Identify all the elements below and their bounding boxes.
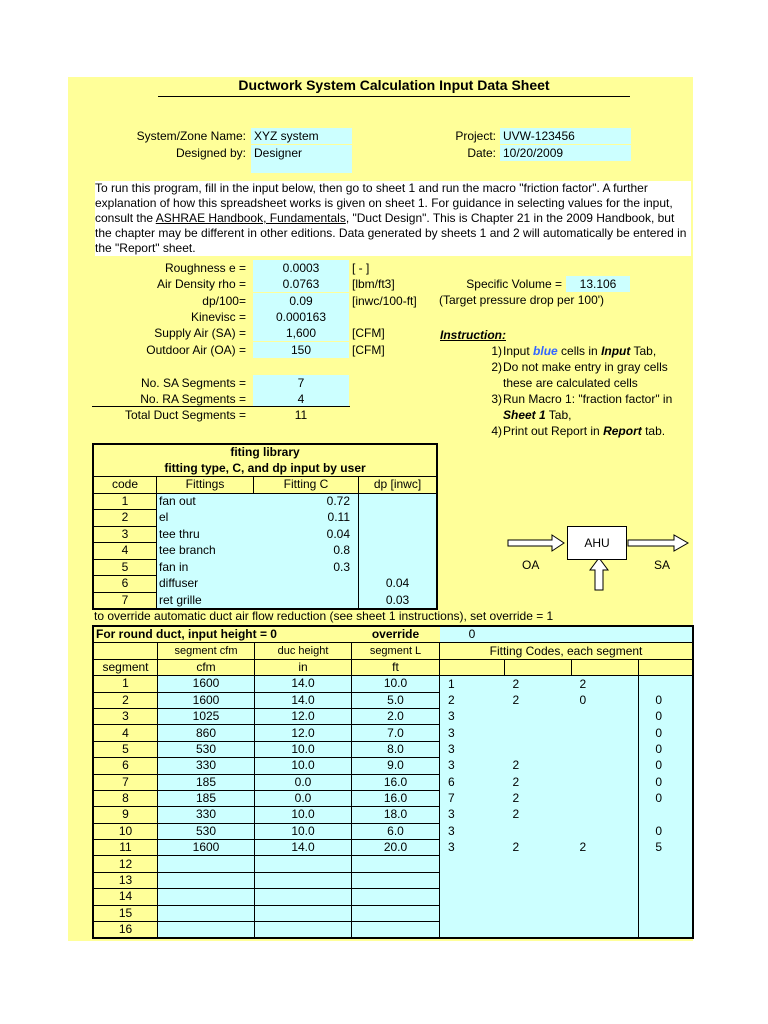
param-value[interactable]: 150 <box>253 342 349 358</box>
seg-fit-4[interactable]: 0 <box>639 708 694 724</box>
seg-fit-1[interactable]: 3 <box>440 823 505 839</box>
seg-fit-1[interactable] <box>440 856 505 872</box>
seg-length[interactable]: 2.0 <box>352 708 440 724</box>
seg-fit-2[interactable]: 2 <box>505 790 572 806</box>
seg-cfm[interactable]: 185 <box>158 790 255 806</box>
seg-number: 12 <box>93 856 158 872</box>
summary-value: 11 <box>294 408 308 422</box>
library-dp[interactable] <box>359 526 438 543</box>
table-row <box>93 708 693 724</box>
seg-fit-2[interactable] <box>505 889 572 905</box>
instruction-step-4: 4) Print out Report in Report tab. <box>491 424 666 438</box>
seg-fit-2[interactable] <box>505 872 572 888</box>
seg-fit-3[interactable] <box>572 807 639 823</box>
library-header-dp: dp [inwc] <box>359 477 438 494</box>
library-dp[interactable]: 0.04 <box>359 576 438 593</box>
segment-table-top-row <box>93 626 693 643</box>
seg-fit-4[interactable]: 0 <box>639 758 694 774</box>
seg-length[interactable]: 16.0 <box>352 790 440 806</box>
summary-value[interactable]: 7 <box>253 375 349 391</box>
seg-cfm[interactable]: 330 <box>158 758 255 774</box>
seg-cfm[interactable]: 185 <box>158 774 255 790</box>
seg-h2-cfm: cfm <box>158 659 255 675</box>
date-label: Date: <box>467 146 496 160</box>
seg-fit-4[interactable]: 0 <box>639 823 694 839</box>
param-value[interactable]: 1,600 <box>253 325 349 341</box>
seg-fit-3[interactable]: 2 <box>572 840 639 856</box>
seg-cfm[interactable]: 860 <box>158 725 255 741</box>
seg-fit-2[interactable] <box>505 905 572 921</box>
seg-number: 3 <box>93 708 158 724</box>
param-label: Kinevisc = <box>190 309 246 324</box>
library-header-fittings: Fittings <box>157 477 254 494</box>
seg-length[interactable] <box>352 905 440 921</box>
param-unit: [ - ] <box>352 261 370 275</box>
seg-fit-4[interactable] <box>639 676 694 692</box>
seg-fit-3[interactable]: 0 <box>572 692 639 708</box>
seg-number: 16 <box>93 922 158 939</box>
seg-cfm[interactable]: 1600 <box>158 676 255 692</box>
table-row <box>93 692 693 708</box>
param-label: Air Density rho = <box>156 277 246 292</box>
library-dp[interactable] <box>359 559 438 576</box>
library-c[interactable]: 0.8 <box>254 543 359 560</box>
seg-fit-4[interactable] <box>639 807 694 823</box>
library-code: 4 <box>93 543 157 560</box>
param-label: Supply Air (SA) = <box>154 326 246 341</box>
project-label: Project: <box>455 129 496 143</box>
seg-fit-3[interactable] <box>572 823 639 839</box>
seg-fit-4[interactable]: 0 <box>639 725 694 741</box>
seg-fit-3[interactable] <box>572 774 639 790</box>
seg-height[interactable]: 10.0 <box>255 741 352 757</box>
library-c[interactable]: 0.3 <box>254 559 359 576</box>
seg-fit-3[interactable] <box>572 872 639 888</box>
table-row <box>93 922 693 939</box>
seg-fit-1[interactable] <box>440 889 505 905</box>
param-label: Roughness e = <box>164 261 246 275</box>
instruction-step-2: 2) Do not make entry in gray cells <box>491 360 668 374</box>
seg-height[interactable] <box>255 889 352 905</box>
seg-height[interactable] <box>255 856 352 872</box>
seg-fit-1[interactable]: 3 <box>440 758 505 774</box>
seg-fit-2[interactable]: 2 <box>505 774 572 790</box>
seg-fit-4[interactable] <box>639 856 694 872</box>
library-fitting[interactable]: diffuser <box>157 576 254 593</box>
library-row <box>93 592 437 609</box>
seg-fit-2[interactable]: 2 <box>505 840 572 856</box>
library-row <box>93 493 437 510</box>
summary-label: No. RA Segments = <box>140 392 246 406</box>
seg-height[interactable]: 14.0 <box>255 840 352 856</box>
library-code: 3 <box>93 526 157 543</box>
seg-length[interactable]: 7.0 <box>352 725 440 741</box>
summary-divider <box>92 406 350 407</box>
seg-h1-fitting-codes: Fitting Codes, each segment <box>440 643 694 659</box>
library-title: fiting library <box>93 444 437 461</box>
seg-fit-2[interactable] <box>505 708 572 724</box>
seg-length[interactable] <box>352 856 440 872</box>
seg-fit-1[interactable]: 3 <box>440 708 505 724</box>
date-input[interactable]: 10/20/2009 <box>500 145 631 161</box>
library-c[interactable] <box>254 576 359 593</box>
table-row <box>93 840 693 856</box>
seg-number: 9 <box>93 807 158 823</box>
library-row <box>93 510 437 527</box>
param-unit: [inwc/100-ft] <box>352 293 417 308</box>
system-label: System/Zone Name: <box>136 129 246 143</box>
page-title: Ductwork System Calculation Input Data Sheet <box>238 77 550 93</box>
seg-fit-4[interactable]: 0 <box>639 741 694 757</box>
instruction-step-3-cont: Sheet 1 Tab, <box>503 408 572 422</box>
seg-height[interactable]: 14.0 <box>255 676 352 692</box>
seg-fit-4[interactable]: 0 <box>639 790 694 806</box>
seg-fit-3[interactable] <box>572 790 639 806</box>
seg-fit-3[interactable] <box>572 856 639 872</box>
fitting-library-table <box>92 443 438 610</box>
table-row <box>93 725 693 741</box>
title-underline <box>158 96 630 97</box>
seg-fit-2[interactable]: 2 <box>505 758 572 774</box>
seg-cfm[interactable] <box>158 922 255 939</box>
seg-fit-4[interactable]: 0 <box>639 774 694 790</box>
seg-cfm[interactable] <box>158 905 255 921</box>
seg-length[interactable]: 8.0 <box>352 741 440 757</box>
seg-fit-4[interactable] <box>639 905 694 921</box>
seg-length[interactable]: 5.0 <box>352 692 440 708</box>
library-fitting[interactable]: fan in <box>157 559 254 576</box>
seg-h2-in: in <box>255 659 352 675</box>
sa-arrow-icon <box>628 535 688 551</box>
seg-number: 14 <box>93 889 158 905</box>
param-value[interactable]: 0.09 <box>253 293 349 309</box>
specific-volume-value: 13.106 <box>566 276 630 292</box>
seg-cfm[interactable]: 530 <box>158 741 255 757</box>
param-label: dp/100= <box>202 293 246 308</box>
library-code: 7 <box>93 592 157 609</box>
library-header-c: Fitting C <box>254 477 359 494</box>
library-fitting[interactable]: el <box>157 510 254 527</box>
library-dp[interactable] <box>359 543 438 560</box>
seg-fit-4[interactable]: 0 <box>639 692 694 708</box>
seg-fit-2[interactable]: 2 <box>505 692 572 708</box>
table-row <box>93 790 693 806</box>
table-row <box>93 872 693 888</box>
instruction-heading: Instruction: <box>440 328 506 342</box>
library-c[interactable]: 0.11 <box>254 510 359 527</box>
seg-height[interactable] <box>255 905 352 921</box>
seg-fit-1[interactable]: 3 <box>440 725 505 741</box>
table-row <box>93 823 693 839</box>
table-row <box>93 741 693 757</box>
seg-number: 7 <box>93 774 158 790</box>
seg-number: 5 <box>93 741 158 757</box>
seg-fit-3[interactable] <box>572 758 639 774</box>
oa-arrow-icon <box>508 535 564 551</box>
seg-fit-3[interactable] <box>572 905 639 921</box>
override-input[interactable]: 0 <box>440 626 505 643</box>
seg-number: 8 <box>93 790 158 806</box>
seg-h1-cfm: segment cfm <box>158 643 255 659</box>
intro-paragraph: To run this program, fill in the input below, then go to sheet 1 and run the macro "friction factor". A further explanation of how this spreadsheet works is given on sheet 1. For guidance in selecting values for the input, consult the ASHRAE Handbook, Fundamentals, "Duct Design". This is Chapter 21 in the 2009 Handbook, but the chapter may be different in other editions. Data generated by sheets 1 and 2 will automatically be entered in the "Report" sheet. <box>95 181 691 256</box>
seg-number: 1 <box>93 676 158 692</box>
seg-fit-1[interactable] <box>440 905 505 921</box>
seg-cfm[interactable] <box>158 856 255 872</box>
seg-length[interactable]: 18.0 <box>352 807 440 823</box>
table-row <box>93 889 693 905</box>
seg-number: 11 <box>93 840 158 856</box>
library-fitting[interactable]: tee thru <box>157 526 254 543</box>
seg-fit-2[interactable] <box>505 741 572 757</box>
table-row <box>93 774 693 790</box>
library-code: 6 <box>93 576 157 593</box>
system-input[interactable]: XYZ system <box>251 128 352 144</box>
table-row <box>93 807 693 823</box>
seg-number: 6 <box>93 758 158 774</box>
param-value[interactable]: 0.000163 <box>253 309 349 325</box>
seg-fit-1[interactable]: 1 <box>440 676 505 692</box>
param-unit: [lbm/ft3] <box>352 277 395 292</box>
seg-height[interactable]: 0.0 <box>255 774 352 790</box>
seg-length[interactable]: 20.0 <box>352 840 440 856</box>
seg-height[interactable]: 12.0 <box>255 725 352 741</box>
seg-fit-2[interactable] <box>505 823 572 839</box>
seg-fit-3[interactable] <box>572 741 639 757</box>
param-value[interactable]: 0.0763 <box>253 276 349 292</box>
library-fitting[interactable]: tee branch <box>157 543 254 560</box>
seg-number: 13 <box>93 872 158 888</box>
seg-fit-1[interactable]: 7 <box>440 790 505 806</box>
seg-height[interactable] <box>255 872 352 888</box>
library-fitting[interactable]: ret grille <box>157 592 254 609</box>
override-label: override <box>371 627 420 642</box>
seg-fit-1[interactable] <box>440 922 505 939</box>
seg-fit-1[interactable]: 6 <box>440 774 505 790</box>
library-header-code: code <box>93 477 157 494</box>
handbook-reference: ASHRAE Handbook, Fundamentals <box>155 211 346 225</box>
seg-cfm[interactable]: 330 <box>158 807 255 823</box>
seg-length[interactable] <box>352 872 440 888</box>
seg-number: 15 <box>93 905 158 921</box>
seg-h2-ft: ft <box>352 659 440 675</box>
seg-fit-3[interactable] <box>572 922 639 939</box>
seg-fit-3[interactable]: 2 <box>572 676 639 692</box>
library-dp[interactable] <box>359 510 438 527</box>
project-input[interactable]: UVW-123456 <box>500 128 631 144</box>
instruction-step-2-cont: these are calculated cells <box>503 376 638 390</box>
summary-label: No. SA Segments = <box>140 376 246 390</box>
seg-fit-2[interactable]: 2 <box>505 807 572 823</box>
override-blank <box>505 626 694 643</box>
seg-fit-2[interactable] <box>505 856 572 872</box>
library-dp[interactable]: 0.03 <box>359 592 438 609</box>
table-row <box>93 856 693 872</box>
segment-table-header-2 <box>93 659 693 675</box>
seg-length[interactable]: 16.0 <box>352 774 440 790</box>
param-unit: [CFM] <box>352 326 385 341</box>
seg-fit-2[interactable]: 2 <box>505 676 572 692</box>
seg-number: 2 <box>93 692 158 708</box>
param-value[interactable]: 0.0003 <box>253 260 349 276</box>
sa-label: SA <box>654 558 671 572</box>
seg-length[interactable]: 9.0 <box>352 758 440 774</box>
library-code: 5 <box>93 559 157 576</box>
seg-h1-length: segment L <box>352 643 440 659</box>
seg-number: 10 <box>93 823 158 839</box>
seg-cfm[interactable] <box>158 872 255 888</box>
oa-label: OA <box>522 558 540 572</box>
seg-fit-1[interactable]: 3 <box>440 741 505 757</box>
seg-fit-1[interactable]: 3 <box>440 840 505 856</box>
target-pressure-note: (Target pressure drop per 100') <box>439 293 605 307</box>
override-note: to override automatic duct air flow reduction (see sheet 1 instructions), set override = 1 <box>94 609 554 623</box>
seg-fit-2[interactable] <box>505 922 572 939</box>
library-row <box>93 526 437 543</box>
seg-h1-blank <box>93 643 158 659</box>
seg-cfm[interactable]: 1600 <box>158 840 255 856</box>
library-c[interactable]: 0.72 <box>254 493 359 510</box>
param-unit: [CFM] <box>352 342 385 357</box>
seg-h1-height: duc height <box>255 643 352 659</box>
library-row <box>93 576 437 593</box>
library-c[interactable]: 0.04 <box>254 526 359 543</box>
instruction-block <box>440 327 690 439</box>
seg-fit-4[interactable] <box>639 922 694 939</box>
segment-table-header-1 <box>93 643 693 659</box>
seg-h2-segment: segment <box>93 659 158 675</box>
library-row <box>93 559 437 576</box>
seg-height[interactable]: 10.0 <box>255 758 352 774</box>
up-arrow-icon <box>590 558 608 590</box>
seg-fit-1[interactable]: 2 <box>440 692 505 708</box>
seg-fit-4[interactable] <box>639 872 694 888</box>
seg-fit-3[interactable] <box>572 889 639 905</box>
instruction-step-1: 1) Input blue cells in Input Tab, <box>491 344 657 358</box>
seg-height[interactable]: 10.0 <box>255 807 352 823</box>
seg-height[interactable]: 10.0 <box>255 823 352 839</box>
library-subtitle: fitting type, C, and dp input by user <box>93 461 437 477</box>
summary-label: Total Duct Segments = <box>124 408 246 422</box>
seg-fit-3[interactable] <box>572 725 639 741</box>
seg-fit-4[interactable] <box>639 889 694 905</box>
seg-length[interactable]: 6.0 <box>352 823 440 839</box>
seg-cfm[interactable]: 530 <box>158 823 255 839</box>
seg-number: 4 <box>93 725 158 741</box>
library-c[interactable] <box>254 592 359 609</box>
library-row <box>93 543 437 560</box>
library-fitting[interactable]: fan out <box>157 493 254 510</box>
seg-fit-3[interactable] <box>572 708 639 724</box>
segment-table <box>92 625 694 939</box>
summary-value[interactable]: 4 <box>253 391 349 407</box>
seg-cfm[interactable]: 1600 <box>158 692 255 708</box>
library-code: 1 <box>93 493 157 510</box>
param-label: Outdoor Air (OA) = <box>146 342 246 357</box>
library-code: 2 <box>93 510 157 527</box>
round-duct-note: For round duct, input height = 0 <box>96 627 277 642</box>
seg-cfm[interactable]: 1025 <box>158 708 255 724</box>
specific-volume-label: Specific Volume = <box>466 277 562 291</box>
seg-height[interactable]: 12.0 <box>255 708 352 724</box>
table-row <box>93 676 693 692</box>
table-row <box>93 905 693 921</box>
seg-fit-4[interactable]: 5 <box>639 840 694 856</box>
seg-length[interactable]: 10.0 <box>352 676 440 692</box>
library-dp[interactable] <box>359 493 438 510</box>
designed-label: Designed by: <box>175 146 246 160</box>
seg-cfm[interactable] <box>158 889 255 905</box>
seg-height[interactable]: 14.0 <box>255 692 352 708</box>
seg-height[interactable]: 0.0 <box>255 790 352 806</box>
seg-length[interactable] <box>352 889 440 905</box>
instruction-step-3: 3) Run Macro 1: "fraction factor" in <box>491 392 673 406</box>
seg-length[interactable] <box>352 922 440 939</box>
designer-input[interactable]: Designer <box>251 145 352 173</box>
library-header-row <box>93 477 437 494</box>
seg-height[interactable] <box>255 922 352 939</box>
ahu-box: AHU <box>567 526 627 560</box>
table-row <box>93 758 693 774</box>
seg-fit-1[interactable] <box>440 872 505 888</box>
seg-fit-2[interactable] <box>505 725 572 741</box>
seg-fit-1[interactable]: 3 <box>440 807 505 823</box>
